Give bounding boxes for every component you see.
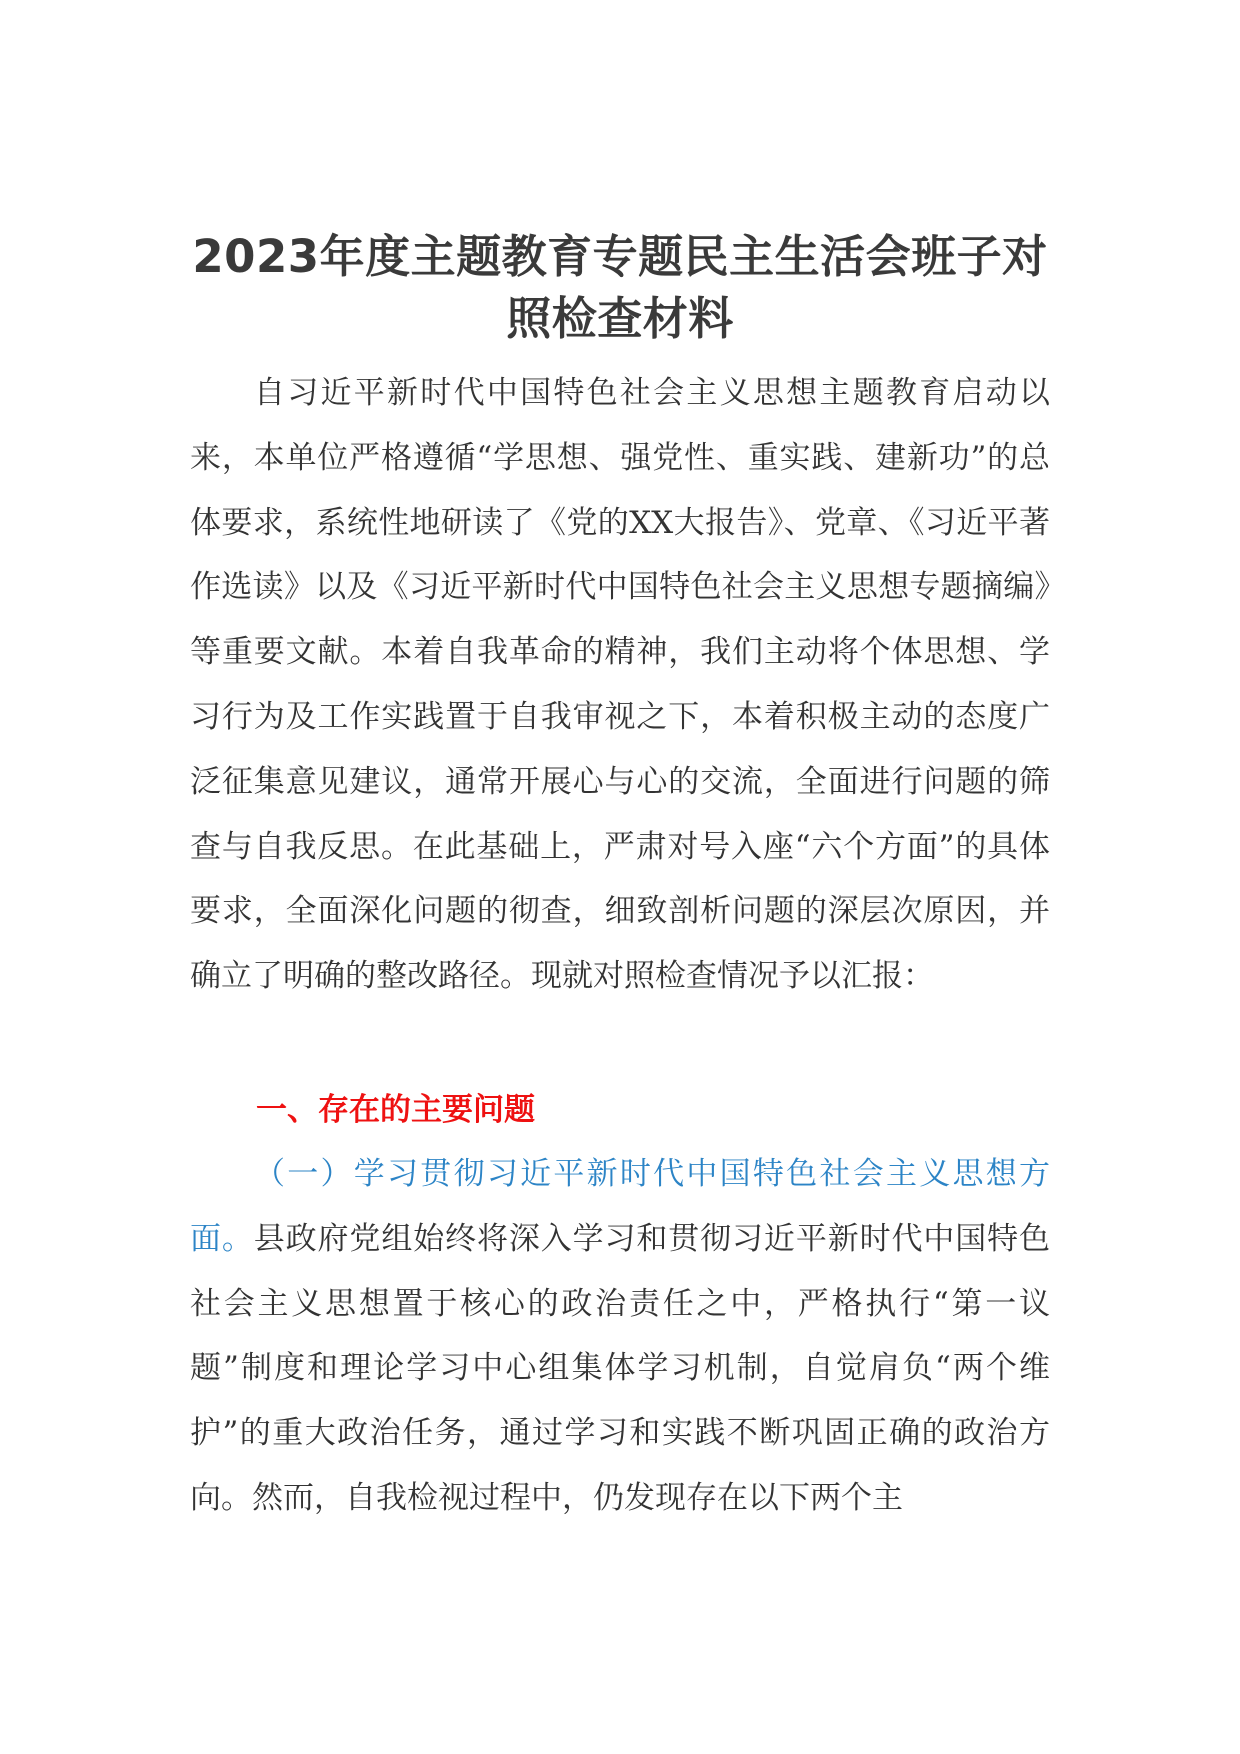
section-1-block: [190, 1142, 1050, 1531]
subsection-1-paragraph: [190, 1142, 1050, 1531]
document-title: [120, 226, 1120, 350]
subsection-body-text: 县政府党组始终将深入学习和贯彻习近平新时代中国特色社会主义思想置于核心的政治责任之中，严格执行“第一议题”制度和理论学习中心组集体学习机制，自觉肩负“两个维护”的重大政治任务，通过学习和实践不断巩固正确的政治方向。然而，自我检视过程中，仍发现存在以下两个主: [190, 1220, 1051, 1516]
title-line-2: 照检查材料: [506, 292, 734, 346]
intro-block: [190, 361, 1050, 1009]
subsection-heading: （一）学习贯彻习近平新时代中国特色社会主义思想方面。: [190, 1156, 1050, 1257]
intro-paragraph: 自习近平新时代中国特色社会主义思想主题教育启动以来，本单位严格遵循“学思想、强党性、重实践、建新功”的总体要求，系统性地研读了《党的XX大报告》、党章、《习近平著作选读》以及《习近平新时代中国特色社会主义思想专题摘编》等重要文献。本着自我革命的精神，我们主动将个体思想、学习行为及工作实践置于自我审视之下，本着积极主动的态度广泛征集意见建议，通常开展心与心的交流，全面进行问题的筛查与自我反思。在此基础上，严肃对号入座“六个方面”的具体要求，全面深化问题的彻查，细致剖析问题的深层次原因，并确立了明确的整改路径。现就对照检查情况予以汇报：: [190, 375, 1050, 995]
title-line-1: 2023年度主题教育专题民主生活会班子对: [192, 230, 1048, 284]
section-heading-main-problems: 一、存在的主要问题: [256, 1092, 535, 1128]
